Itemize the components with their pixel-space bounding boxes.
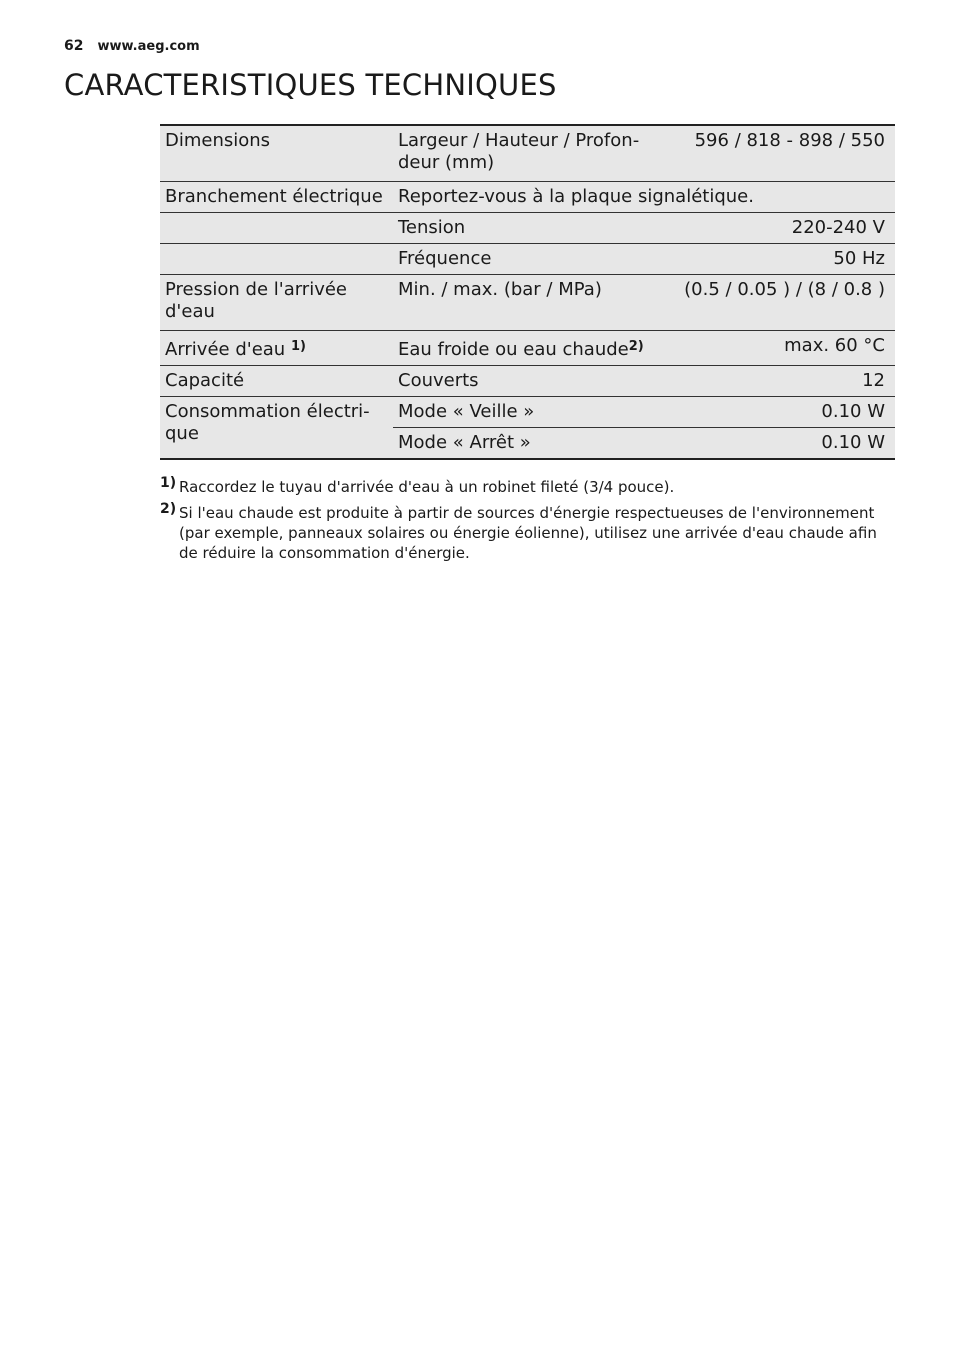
empty-cell bbox=[160, 213, 393, 244]
electrical-desc: Reportez-vous à la plaque signalétique. bbox=[393, 182, 895, 213]
water-inlet-desc: Eau froide ou eau chaude bbox=[398, 339, 629, 360]
footnote-number: 1) bbox=[160, 475, 177, 491]
consumption-label: Consommation électri-que bbox=[160, 397, 393, 460]
water-inlet-value: max. 60 °C bbox=[670, 331, 895, 366]
standby-desc: Mode « Veille » bbox=[393, 397, 670, 428]
capacity-label: Capacité bbox=[160, 366, 393, 397]
page-title: CARACTERISTIQUES TECHNIQUES bbox=[64, 68, 557, 102]
footnote-number: 2) bbox=[160, 501, 177, 517]
footnotes bbox=[160, 477, 900, 569]
voltage-value: 220-240 V bbox=[670, 213, 895, 244]
voltage-desc: Tension bbox=[393, 213, 670, 244]
electrical-label: Branchement électrique bbox=[160, 182, 393, 213]
frequency-value: 50 Hz bbox=[670, 244, 895, 275]
pressure-value: (0.5 / 0.05 ) / (8 / 0.8 ) bbox=[670, 275, 895, 331]
pressure-desc: Min. / max. (bar / MPa) bbox=[393, 275, 670, 331]
capacity-desc: Couverts bbox=[393, 366, 670, 397]
dimensions-label: Dimensions bbox=[160, 125, 393, 182]
table-row bbox=[160, 182, 895, 213]
off-desc: Mode « Arrêt » bbox=[393, 428, 670, 460]
dimensions-desc: Largeur / Hauteur / Profon-deur (mm) bbox=[393, 125, 670, 182]
frequency-desc: Fréquence bbox=[393, 244, 670, 275]
footnote-text: Raccordez le tuyau d'arrivée d'eau à un robinet fileté (3/4 pouce). bbox=[179, 478, 675, 496]
pressure-label: Pression de l'arrivée d'eau bbox=[160, 275, 393, 331]
footnote-ref: 1) bbox=[290, 339, 306, 354]
table-row bbox=[160, 125, 895, 182]
page-number: 62 bbox=[64, 38, 84, 54]
water-inlet-label: Arrivée d'eau bbox=[165, 339, 286, 360]
table-row bbox=[160, 366, 895, 397]
table-row bbox=[160, 331, 895, 366]
capacity-value: 12 bbox=[670, 366, 895, 397]
table-row bbox=[160, 275, 895, 331]
standby-value: 0.10 W bbox=[670, 397, 895, 428]
table-row bbox=[160, 213, 895, 244]
page-header bbox=[64, 38, 200, 54]
empty-cell bbox=[160, 244, 393, 275]
water-inlet-label-cell bbox=[160, 331, 393, 366]
table-row bbox=[160, 244, 895, 275]
table-row bbox=[160, 397, 895, 428]
footnote-item bbox=[160, 503, 900, 563]
footnote-item bbox=[160, 477, 900, 497]
footnote-text: Si l'eau chaude est produite à partir de sources d'énergie respectueuses de l'environnement (par exemple, panneaux solaires ou énergie éolienne), utilisez une arrivée d'eau chaude afin de réduire la consommation d'énergie. bbox=[179, 504, 877, 562]
off-value: 0.10 W bbox=[670, 428, 895, 460]
specs-table bbox=[160, 124, 895, 460]
dimensions-value: 596 / 818 - 898 / 550 bbox=[670, 125, 895, 182]
website-url: www.aeg.com bbox=[97, 39, 200, 54]
footnote-ref: 2) bbox=[628, 339, 644, 354]
water-inlet-desc-cell bbox=[393, 331, 670, 366]
